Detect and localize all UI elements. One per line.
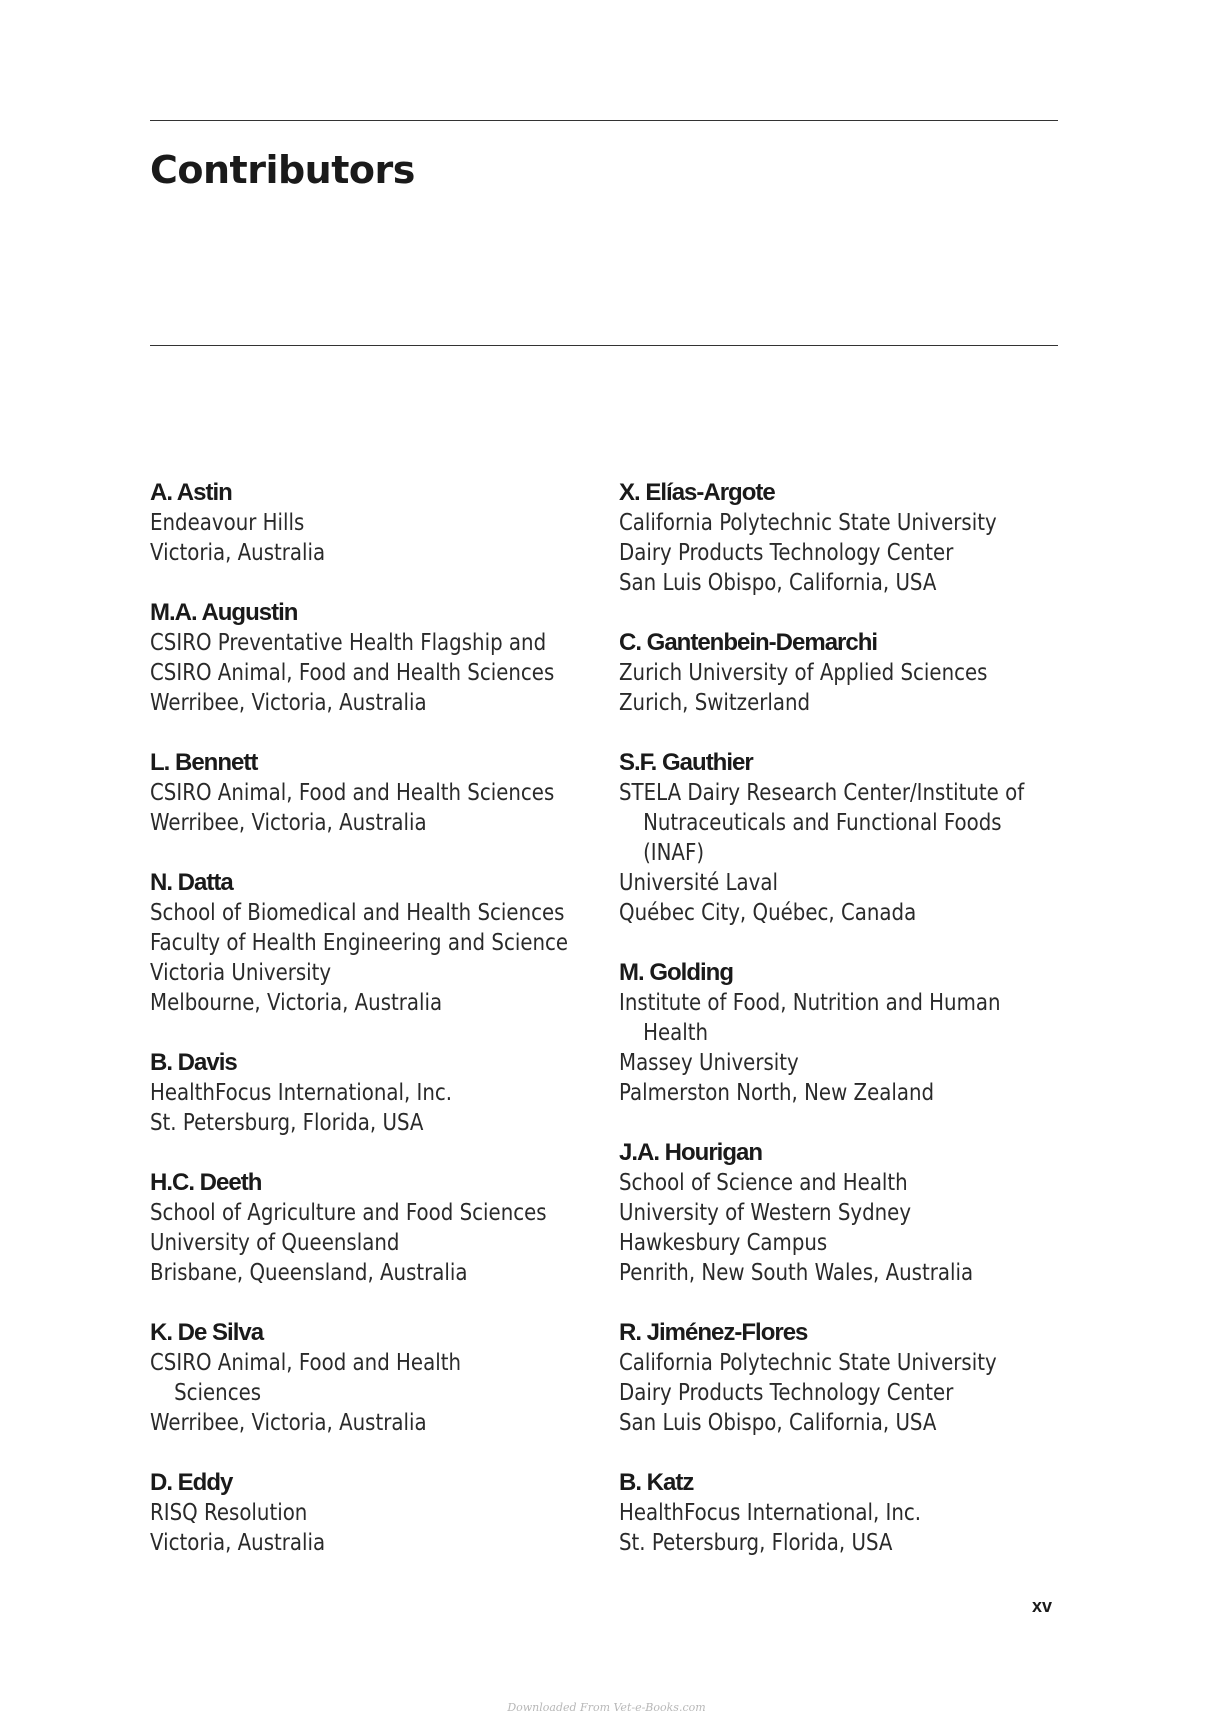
contributor-entry [150, 1048, 610, 1138]
contributor-entry [150, 1168, 610, 1288]
affiliation-line: HealthFocus International, Inc. [619, 1500, 922, 1526]
affiliation-line: Penrith, New South Wales, Australia [619, 1260, 974, 1286]
affiliation-line: CSIRO Preventative Health Flagship and [150, 630, 547, 656]
affiliation-line: School of Science and Health [619, 1170, 908, 1196]
contributor-name: B. Davis [150, 1049, 237, 1076]
top-rule [150, 120, 1058, 121]
contributor-entry [619, 478, 1079, 598]
contributor-entry [150, 748, 610, 838]
affiliation-line: Werribee, Victoria, Australia [150, 690, 427, 716]
affiliation-line: Massey University [619, 1050, 799, 1076]
affiliation-line: Université Laval [619, 870, 779, 896]
download-watermark: Downloaded From Vet-e-Books.com [507, 1701, 706, 1714]
affiliation-line: Sciences [174, 1380, 262, 1406]
contributor-name: H.C. Deeth [150, 1169, 262, 1196]
affiliation-line: Melbourne, Victoria, Australia [150, 990, 443, 1016]
affiliation-line: School of Agriculture and Food Sciences [150, 1200, 547, 1226]
affiliation-line: CSIRO Animal, Food and Health Sciences [150, 780, 555, 806]
contributors-left-column [150, 478, 610, 1588]
affiliation-line: Institute of Food, Nutrition and Human [619, 990, 1001, 1016]
contributor-entry [150, 478, 610, 568]
contributor-name: B. Katz [619, 1469, 694, 1496]
affiliation-line: (INAF) [643, 840, 705, 866]
affiliation-line: Zurich University of Applied Sciences [619, 660, 988, 686]
affiliation-line: California Polytechnic State University [619, 510, 997, 536]
affiliation-line: CSIRO Animal, Food and Health Sciences [150, 660, 555, 686]
affiliation-line: St. Petersburg, Florida, USA [619, 1530, 893, 1556]
affiliation-line: Victoria, Australia [150, 540, 326, 566]
affiliation-line: San Luis Obispo, California, USA [619, 1410, 937, 1436]
contributor-entry [619, 628, 1079, 718]
affiliation-line: Hawkesbury Campus [619, 1230, 828, 1256]
contributor-name: R. Jiménez-Flores [619, 1319, 808, 1346]
affiliation-line: Werribee, Victoria, Australia [150, 1410, 427, 1436]
contributor-entry [619, 1468, 1079, 1558]
affiliation-line: San Luis Obispo, California, USA [619, 570, 937, 596]
page-title: Contributors [150, 148, 415, 192]
contributor-name: J.A. Hourigan [619, 1139, 763, 1166]
affiliation-line: School of Biomedical and Health Sciences [150, 900, 565, 926]
bottom-rule [150, 345, 1058, 346]
contributor-name: C. Gantenbein-Demarchi [619, 629, 878, 656]
affiliation-line: Victoria University [150, 960, 332, 986]
contributor-entry [619, 1138, 1079, 1288]
contributor-entry [619, 748, 1079, 928]
affiliation-line: Faculty of Health Engineering and Science [150, 930, 569, 956]
contributor-entry [150, 598, 610, 718]
affiliation-line: California Polytechnic State University [619, 1350, 997, 1376]
affiliation-line: Endeavour Hills [150, 510, 305, 536]
affiliation-line: STELA Dairy Research Center/Institute of [619, 780, 1025, 806]
affiliation-line: RISQ Resolution [150, 1500, 308, 1526]
affiliation-line: Québec City, Québec, Canada [619, 900, 917, 926]
affiliation-line: University of Western Sydney [619, 1200, 912, 1226]
affiliation-line: Werribee, Victoria, Australia [150, 810, 427, 836]
contributor-entry [150, 1468, 610, 1558]
affiliation-line: Dairy Products Technology Center [619, 1380, 954, 1406]
contributor-name: K. De Silva [150, 1319, 264, 1346]
contributor-name: L. Bennett [150, 749, 258, 776]
affiliation-line: HealthFocus International, Inc. [150, 1080, 453, 1106]
affiliation-line: Brisbane, Queensland, Australia [150, 1260, 468, 1286]
contributor-name: X. Elías-Argote [619, 479, 775, 506]
affiliation-line: Dairy Products Technology Center [619, 540, 954, 566]
affiliation-line: Nutraceuticals and Functional Foods [643, 810, 1002, 836]
contributor-name: S.F. Gauthier [619, 749, 753, 776]
affiliation-line: Zurich, Switzerland [619, 690, 811, 716]
affiliation-line: Palmerston North, New Zealand [619, 1080, 935, 1106]
contributor-name: D. Eddy [150, 1469, 233, 1496]
affiliation-line: University of Queensland [150, 1230, 400, 1256]
contributor-name: N. Datta [150, 869, 233, 896]
contributor-name: A. Astin [150, 479, 232, 506]
affiliation-line: Victoria, Australia [150, 1530, 326, 1556]
affiliation-line: St. Petersburg, Florida, USA [150, 1110, 424, 1136]
contributor-entry [150, 868, 610, 1018]
contributor-name: M.A. Augustin [150, 599, 298, 626]
contributor-entry [619, 1318, 1079, 1438]
contributor-entry [619, 958, 1079, 1108]
contributor-name: M. Golding [619, 959, 733, 986]
affiliation-line: CSIRO Animal, Food and Health [150, 1350, 461, 1376]
contributors-right-column [619, 478, 1079, 1588]
contributor-entry [150, 1318, 610, 1438]
page-number: xv [1032, 1596, 1053, 1616]
affiliation-line: Health [643, 1020, 709, 1046]
